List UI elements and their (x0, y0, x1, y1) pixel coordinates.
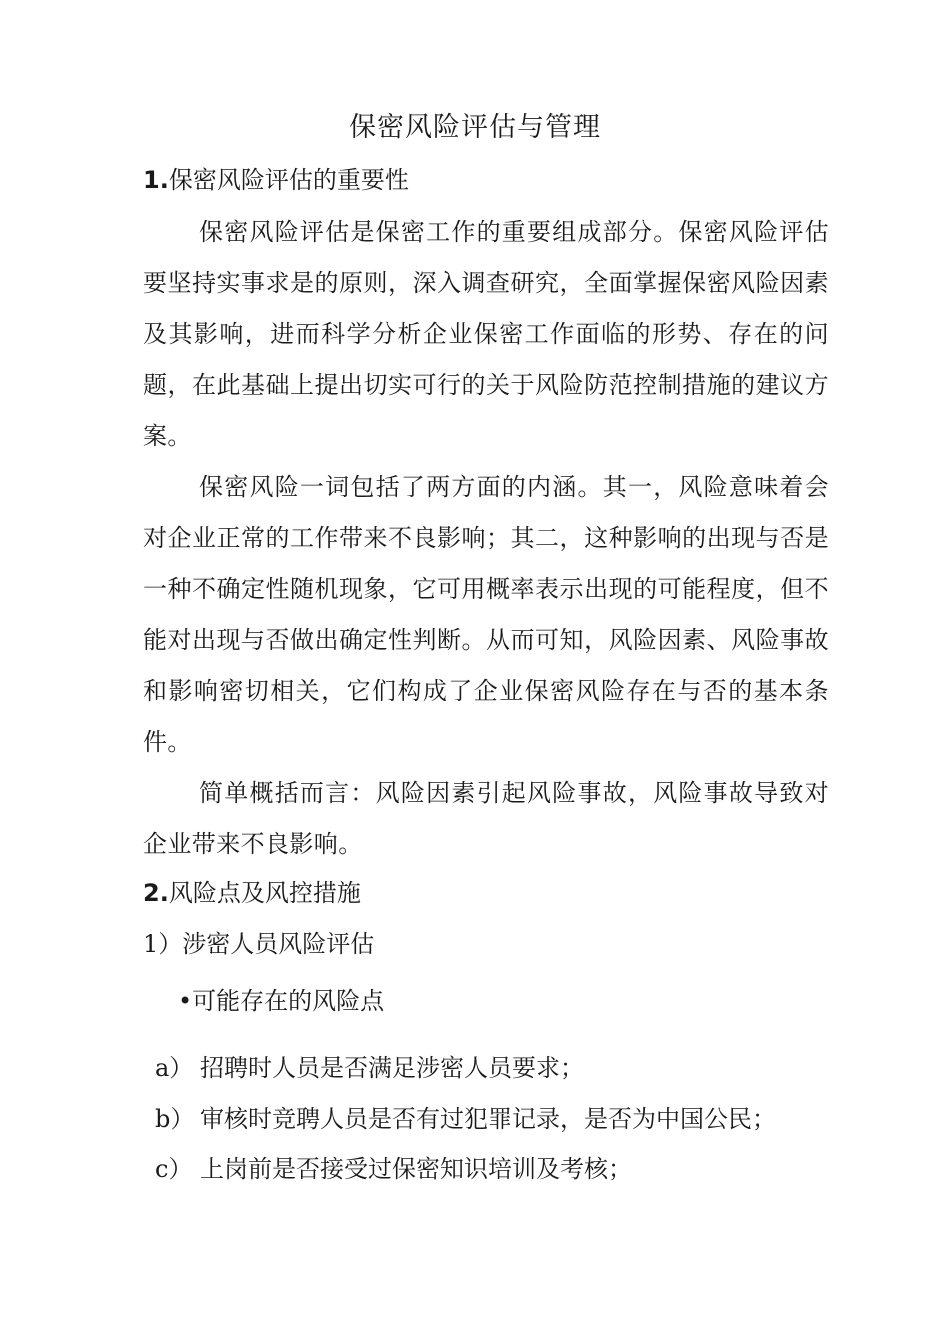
section-2-heading (143, 875, 361, 911)
list-item-marker: c） (155, 1155, 193, 1183)
list-item-text: 审核时竞聘人员是否有过犯罪记录，是否为中国公民； (200, 1105, 776, 1133)
paragraph-1: 保密风险评估是保密工作的重要组成部分。保密风险评估要坚持实事求是的原则，深入调查研究，全面掌握保密风险因素及其影响，进而科学分析企业保密工作面临的形势、存在的问题，在此基础上提出切实可行的关于风险防范控制措施的建议方案。 (143, 218, 829, 450)
document-title: 保密风险评估与管理 (349, 112, 601, 143)
section-2-number: 2. (143, 879, 169, 907)
list-item (155, 1101, 776, 1137)
list-item-marker: a） (155, 1054, 194, 1082)
section-1-title: 保密风险评估的重要性 (168, 166, 409, 194)
section-1-number: 1. (143, 166, 169, 194)
subsection-heading: 1）涉密人员风险评估 (143, 930, 375, 958)
list-item-text: 招聘时人员是否满足涉密人员要求； (200, 1054, 584, 1082)
risk-points-bullet: •可能存在的风险点 (178, 987, 385, 1015)
list-item-text: 上岗前是否接受过保密知识培训及考核； (200, 1155, 632, 1183)
paragraph-2: 保密风险一词包括了两方面的内涵。其一，风险意味着会对企业正常的工作带来不良影响；其二，这种影响的出现与否是一种不确定性随机现象，它可用概率表示出现的可能程度，但不能对出现与否做出确定性判断。从而可知，风险因素、风险事故和影响密切相关，它们构成了企业保密风险存在与否的基本条件。 (143, 473, 829, 756)
list-item (155, 1151, 632, 1187)
section-1-heading (143, 162, 409, 198)
list-item-marker: b） (155, 1105, 195, 1133)
list-item (155, 1050, 584, 1086)
section-2-title: 风险点及风控措施 (168, 879, 361, 907)
paragraph-3: 简单概括而言：风险因素引起风险事故，风险事故导致对企业带来不良影响。 (143, 779, 829, 858)
